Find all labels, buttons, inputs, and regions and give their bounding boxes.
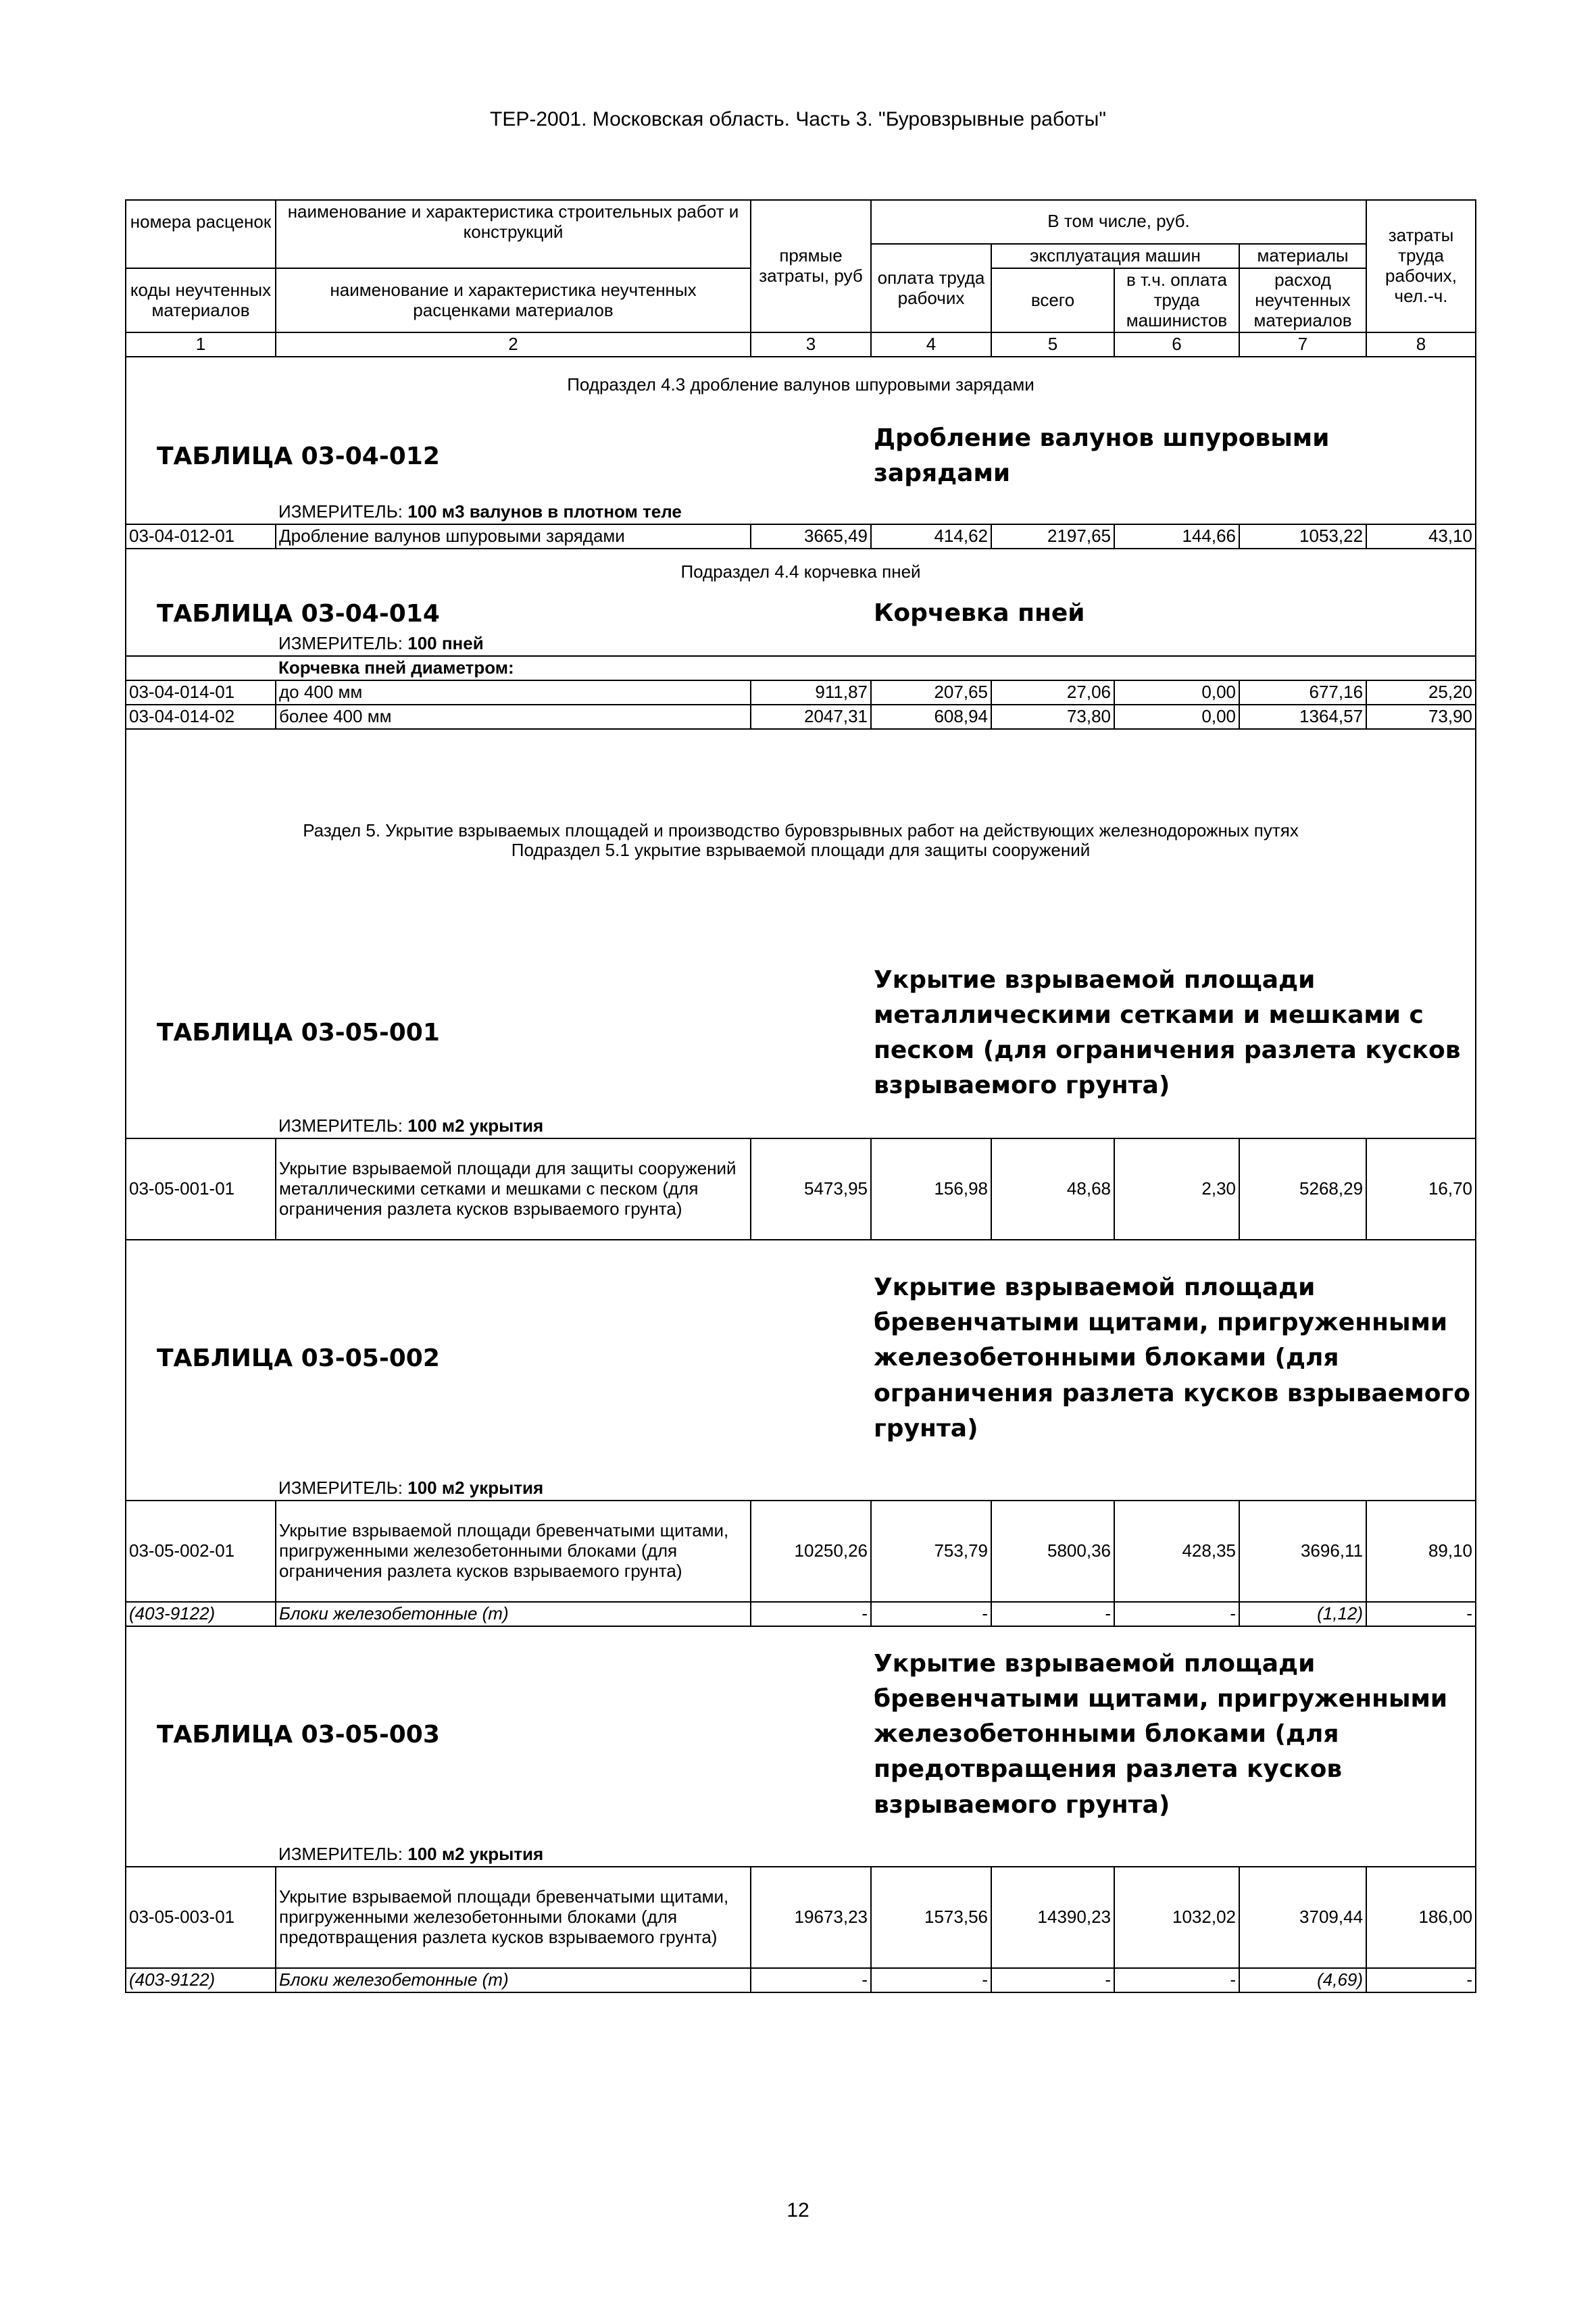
table-title-cell [871,1626,1476,1842]
subsection-heading: Подраздел 4.4 корчевка пней [126,549,1476,595]
materials-cost: 1364,57 [1239,705,1366,729]
machinists-cost: 0,00 [1114,705,1239,729]
table-title: Дробление валунов шпуровыми зарядами [874,424,1330,488]
materials-cost: 5268,29 [1239,1138,1366,1240]
materials-cost: 677,16 [1239,680,1366,705]
rate-name: Дробление валунов шпуровыми зарядами [276,524,751,549]
table-label: ТАБЛИЦА 03-05-002 [157,1344,440,1372]
table-row [126,524,1476,549]
labor-hours: 43,10 [1366,524,1476,549]
rate-name: Укрытие взрываемой площади бревенчатыми щитами, пригруженными железобетонными блоками (для предотвращения разлета кусков взрываемого грунта) [276,1867,751,1968]
labor-cost: 608,94 [871,705,991,729]
page-header: ТЕР-2001. Московская область. Часть 3. "Буровзрывные работы" [490,108,1106,130]
machinists-cost: 1032,02 [1114,1867,1239,1968]
direct-cost: 3665,49 [751,524,871,549]
measure-value: 100 м2 укрытия [407,1478,544,1499]
direct-cost: 5473,95 [751,1138,871,1240]
measure-line [276,1842,1476,1867]
col-number: 7 [1239,332,1366,357]
col-header-machines-total: всего [991,268,1114,333]
labor-hours: 186,00 [1366,1867,1476,1968]
direct-cost: - [751,1968,871,1992]
col-header-materials: материалы [1239,244,1366,268]
rate-name: Укрытие взрываемой площади бревенчатыми щитами, пригруженными железобетонными блоками (для ограничения разлета кусков взрываемого грунта) [276,1501,751,1602]
machines-cost: - [991,1602,1114,1626]
labor-cost: 753,79 [871,1501,991,1602]
labor-cost: 207,65 [871,680,991,705]
col-header-machinists: в т.ч. оплата труда машинистов [1114,268,1239,333]
rate-code: 03-05-001-01 [126,1138,276,1240]
labor-hours: - [1366,1602,1476,1626]
rate-code: 03-04-014-02 [126,705,276,729]
table-row [126,680,1476,705]
table-label-cell [126,412,871,500]
materials-cost: 3696,11 [1239,1501,1366,1602]
rate-name: до 400 мм [276,680,751,705]
table-title-cell [871,1240,1476,1476]
measure-prefix: ИЗМЕРИТЕЛЬ: [278,1478,403,1499]
measure-prefix: ИЗМЕРИТЕЛЬ: [278,1843,403,1864]
measure-value: 100 м2 укрытия [407,1843,544,1864]
material-code: (403-9122) [126,1968,276,1992]
table-title-cell [871,412,1476,500]
col-header-labor: оплата труда рабочих [871,244,991,333]
labor-hours: 89,10 [1366,1501,1476,1602]
labor-hours: - [1366,1968,1476,1992]
direct-cost: 10250,26 [751,1501,871,1602]
group-label: Корчевка пней диаметром: [276,656,1476,680]
material-consumption: (4,69) [1239,1968,1366,1992]
rate-name: Укрытие взрываемой площади для защиты сооружений металлическими сетками и мешками с песком (для ограничения разлета кусков взрываемого грунта) [276,1138,751,1240]
table-title: Укрытие взрываемой площади бревенчатыми щитами, пригруженными железобетонными блоками (для предотвращения разлета кусков взрываемого грунта) [874,1649,1448,1819]
measure-line [276,632,1476,656]
machinists-cost: - [1114,1968,1239,1992]
machines-cost: 14390,23 [991,1867,1114,1968]
table-title: Укрытие взрываемой площади металлическими сетками и мешками с песком (для ограничения разлета кусков взрываемого грунта) [874,965,1461,1100]
labor-cost: 414,62 [871,524,991,549]
materials-cost: 3709,44 [1239,1867,1366,1968]
table-row [126,705,1476,729]
table-label-cell [126,952,871,1114]
material-name: Блоки железобетонные (т) [276,1602,751,1626]
table-label: ТАБЛИЦА 03-05-003 [157,1720,440,1749]
rates-table [125,199,1476,1993]
col-number: 3 [751,332,871,357]
table-title: Корчевка пней [874,599,1085,628]
material-code: (403-9122) [126,1602,276,1626]
labor-cost: 156,98 [871,1138,991,1240]
machinists-cost: 2,30 [1114,1138,1239,1240]
col-header-material-names: наименование и характеристика неучтенных расценками материалов [276,268,751,333]
measure-line [276,1476,1476,1501]
machines-cost: 5800,36 [991,1501,1114,1602]
col-header-code: номера расценок [126,200,276,244]
col-header-name: наименование и характеристика строительных работ и конструкций [276,200,751,244]
table-title-cell [871,595,1476,632]
col-number: 1 [126,332,276,357]
table-label-cell [126,1240,871,1476]
machines-cost: 73,80 [991,705,1114,729]
table-label: ТАБЛИЦА 03-04-012 [157,442,440,470]
rate-code: 03-04-012-01 [126,524,276,549]
labor-hours: 25,20 [1366,680,1476,705]
rate-code: 03-05-003-01 [126,1867,276,1968]
machinists-cost: 0,00 [1114,680,1239,705]
col-header-material-consumption: расход неучтенных материалов [1239,268,1366,333]
table-title-cell [871,952,1476,1114]
machines-cost: 48,68 [991,1138,1114,1240]
labor-hours: 73,90 [1366,705,1476,729]
section-heading-cell [126,729,1476,952]
measure-prefix: ИЗМЕРИТЕЛЬ: [278,501,403,522]
page-number: 12 [787,2199,809,2221]
rate-code: 03-04-014-01 [126,680,276,705]
col-header-material-codes: коды неучтенных материалов [126,268,276,333]
direct-cost: 19673,23 [751,1867,871,1968]
col-header-direct: прямые затраты, руб [751,200,871,332]
material-consumption: (1,12) [1239,1602,1366,1626]
measure-line [276,500,1476,524]
labor-cost: 1573,56 [871,1867,991,1968]
materials-cost: 1053,22 [1239,524,1366,549]
labor-cost: - [871,1968,991,1992]
table-row [126,1501,1476,1602]
material-name: Блоки железобетонные (т) [276,1968,751,1992]
direct-cost: - [751,1602,871,1626]
subsection-heading: Подраздел 5.1 укрытие взрываемой площади для защиты сооружений [511,840,1091,861]
material-row [126,1602,1476,1626]
material-row [126,1968,1476,1992]
measure-value: 100 м2 укрытия [407,1115,544,1136]
direct-cost: 2047,31 [751,705,871,729]
col-number: 5 [991,332,1114,357]
section-heading: Раздел 5. Укрытие взрываемых площадей и производство буровзрывных работ на действующих железнодорожных путях [303,820,1299,840]
measure-prefix: ИЗМЕРИТЕЛЬ: [278,633,403,654]
labor-cost: - [871,1602,991,1626]
col-number: 2 [276,332,751,357]
rate-code: 03-05-002-01 [126,1501,276,1602]
table-row [126,1138,1476,1240]
measure-value: 100 пней [407,633,484,654]
subsection-heading: Подраздел 4.3 дробление валунов шпуровыми зарядами [126,357,1476,412]
col-number: 4 [871,332,991,357]
col-number: 6 [1114,332,1239,357]
labor-hours: 16,70 [1366,1138,1476,1240]
table-title: Укрытие взрываемой площади бревенчатыми щитами, пригруженными железобетонными блоками (для ограничения разлета кусков взрываемого грунта) [874,1274,1470,1442]
machinists-cost: 428,35 [1114,1501,1239,1602]
machines-cost: 2197,65 [991,524,1114,549]
col-header-group: В том числе, руб. [871,200,1366,244]
machinists-cost: 144,66 [1114,524,1239,549]
machines-cost: - [991,1968,1114,1992]
machinists-cost: - [1114,1602,1239,1626]
table-label-cell [126,595,871,632]
rate-name: более 400 мм [276,705,751,729]
table-row [126,1867,1476,1968]
col-header-hours: затраты труда рабочих, чел.-ч. [1366,200,1476,332]
measure-prefix: ИЗМЕРИТЕЛЬ: [278,1115,403,1136]
col-header-name-space [276,244,751,268]
col-header-machines: эксплуатация машин [991,244,1239,268]
table-label: ТАБЛИЦА 03-04-014 [157,599,440,628]
direct-cost: 911,87 [751,680,871,705]
col-number: 8 [1366,332,1476,357]
table-label-cell [126,1626,871,1842]
measure-value: 100 м3 валунов в плотном теле [407,501,682,522]
measure-line [276,1114,1476,1138]
table-label: ТАБЛИЦА 03-05-001 [157,1019,440,1047]
col-header-code-space [126,244,276,268]
machines-cost: 27,06 [991,680,1114,705]
